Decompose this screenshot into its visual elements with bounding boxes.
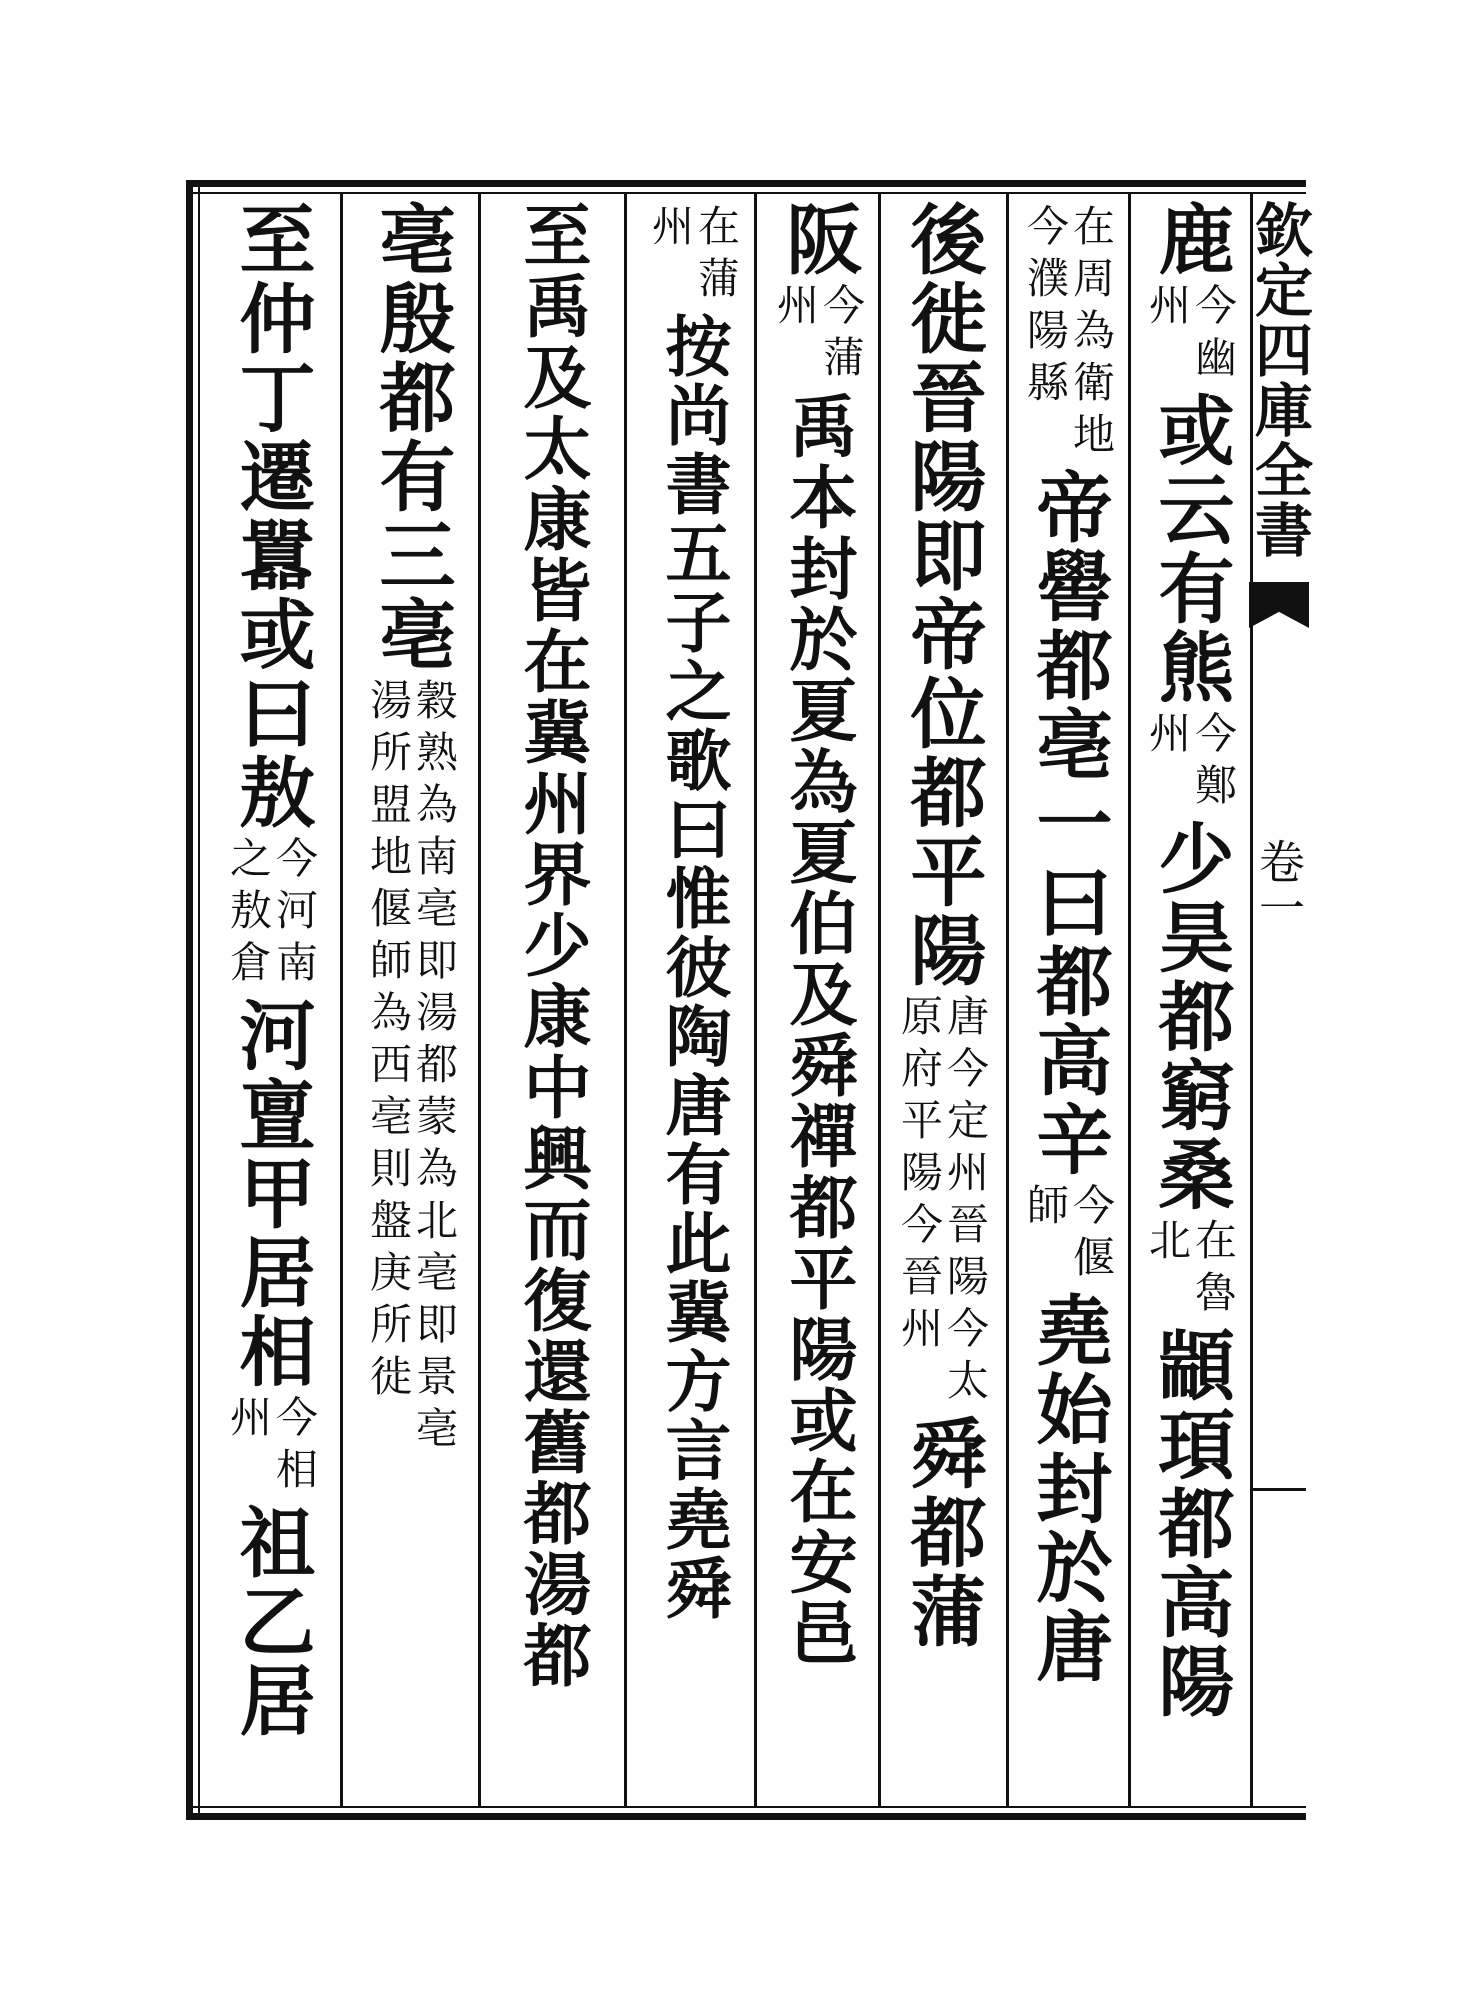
main-text: 阪	[774, 200, 863, 279]
annotation-line: 穀熟為南亳即湯都蒙為北亳即景亳	[410, 678, 459, 1458]
annotation-line: 州	[1143, 711, 1192, 763]
annotation-line: 在蒲	[692, 204, 741, 308]
main-text: 堯始封於唐	[1024, 1291, 1113, 1686]
main-text: 少昊都窮桑	[1146, 819, 1235, 1214]
main-text: 鹿	[1146, 200, 1235, 279]
annotation-line: 唐今定州晉陽今太	[941, 994, 990, 1410]
annotation-line: 今蒲	[817, 283, 866, 387]
annotation-line: 師	[1021, 1183, 1070, 1235]
text-column-8	[204, 200, 338, 1800]
main-text: 按尚書五子之歌曰惟彼陶唐有此冀方言堯舜	[654, 312, 732, 1623]
annotation	[895, 994, 990, 1410]
column-separator	[478, 194, 481, 1806]
annotation-line: 在周為衛地	[1067, 204, 1116, 464]
annotation-line: 今河南	[270, 836, 319, 992]
column-separator	[340, 194, 343, 1806]
text-column-6	[482, 200, 622, 1800]
text-column-5	[628, 200, 758, 1800]
margin-rule	[1252, 1488, 1306, 1491]
annotation-line: 今鄭	[1189, 711, 1238, 815]
main-text: 祖乙居	[227, 1503, 316, 1740]
annotation	[224, 836, 319, 992]
annotation-line: 今幽	[1189, 283, 1238, 387]
main-text: 顓頊都高陽	[1146, 1326, 1235, 1721]
annotation	[224, 1395, 319, 1499]
annotation	[364, 678, 459, 1458]
frame-left-border	[186, 180, 200, 1820]
annotation	[1021, 204, 1116, 464]
main-text: 河亶甲居相	[227, 996, 316, 1391]
main-text: 舜都蒲	[898, 1414, 987, 1651]
annotation-line: 州	[1143, 283, 1192, 335]
main-text: 禹本封於夏為夏伯及舜禪都平陽或在安邑	[778, 391, 858, 1669]
main-text: 或云有熊	[1146, 391, 1235, 707]
annotation	[1021, 1183, 1116, 1287]
annotation-line: 州	[224, 1395, 273, 1447]
text-column-2	[1010, 200, 1126, 1800]
annotation	[1143, 711, 1238, 815]
column-separator	[1128, 194, 1131, 1806]
fish-tail-mark-icon	[1249, 582, 1309, 628]
annotation	[771, 283, 866, 387]
annotation-line: 原府平陽今晉州	[895, 994, 944, 1358]
column-separator	[624, 194, 627, 1806]
annotation-line: 在魯	[1189, 1218, 1238, 1322]
annotation-line: 北	[1143, 1218, 1192, 1270]
main-text: 帝嚳都亳一曰都高辛	[1024, 468, 1113, 1179]
annotation-line: 州	[646, 204, 695, 256]
volume-label: 卷一	[1252, 838, 1306, 930]
main-text: 亳殷都有三亳	[367, 200, 456, 674]
annotation-line: 之敖倉	[224, 836, 273, 992]
annotation-line: 湯所盟地偃師為西亳則盤庚所徙	[364, 678, 413, 1406]
main-text: 至禹及太康皆在冀州界少康中興而復還舊都湯都	[512, 200, 592, 1691]
frame-bottom-border	[186, 1806, 1306, 1820]
book-title: 欽定四庫全書	[1245, 200, 1313, 560]
main-text: 後徙晉陽即帝位都平陽	[898, 200, 987, 990]
page-margin-column	[1245, 200, 1313, 930]
annotation	[646, 204, 741, 308]
annotation-line: 今濮陽縣	[1021, 204, 1070, 412]
column-separator	[1006, 194, 1009, 1806]
annotation	[1143, 1218, 1238, 1322]
annotation	[1143, 283, 1238, 387]
text-column-3	[882, 200, 1002, 1800]
annotation-line: 州	[771, 283, 820, 335]
annotation-line: 今相	[270, 1395, 319, 1499]
main-text: 至仲丁遷囂或曰敖	[227, 200, 316, 832]
text-column-1	[1132, 200, 1248, 1800]
column-separator	[878, 194, 881, 1806]
frame-top-border	[186, 180, 1306, 194]
text-column-4	[758, 200, 878, 1800]
text-column-7	[344, 200, 478, 1800]
annotation-line: 今偃	[1067, 1183, 1116, 1287]
